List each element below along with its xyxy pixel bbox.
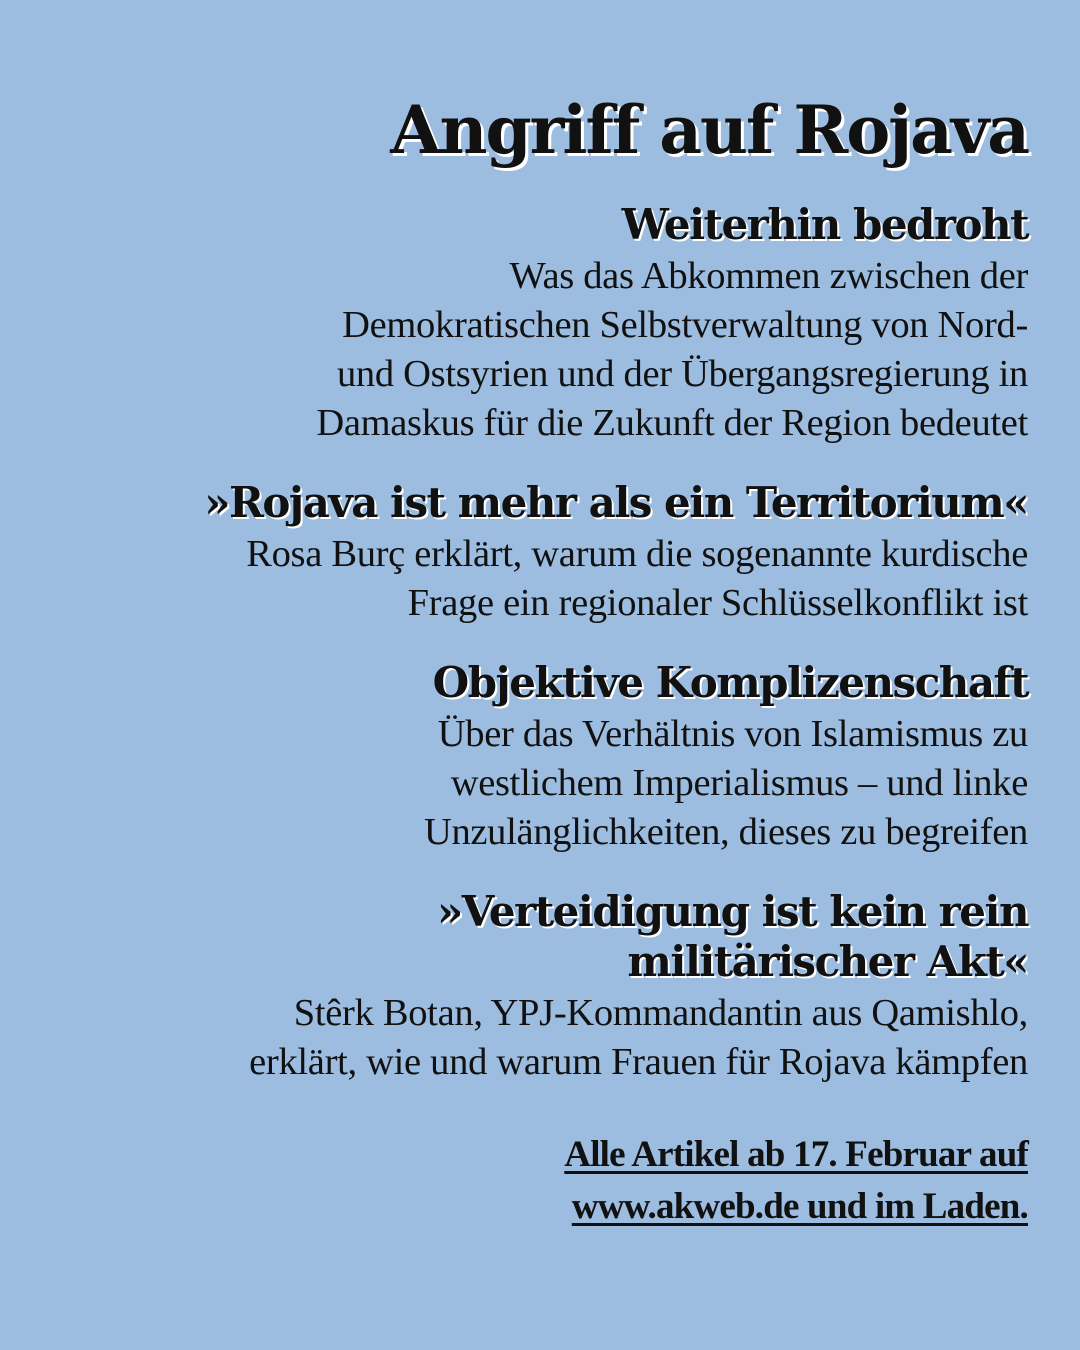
- page-title: Angriff auf Rojava: [390, 91, 1028, 169]
- article-description-line: Über das Verhältnis von Islamismus zu: [437, 713, 1028, 755]
- article-description-line: Demokratischen Selbstverwaltung von Nord-: [342, 304, 1028, 346]
- article-4: [40, 887, 1028, 1087]
- article-title: [40, 658, 1028, 708]
- article-title-line: militärischer Akt«: [627, 937, 1028, 986]
- footer-link[interactable]: [40, 1129, 1028, 1233]
- article-title-line: »Verteidigung ist kein rein: [436, 887, 1028, 936]
- article-description-line: Frage ein regionaler Schlüsselkonflikt ist: [407, 582, 1028, 624]
- article-title-line: »Rojava ist mehr als ein Territorium«: [204, 478, 1028, 527]
- article-title-line: Weiterhin bedroht: [621, 200, 1028, 249]
- article-3: [40, 658, 1028, 857]
- article-description-line: westlichem Imperialismus – und linke: [450, 762, 1028, 804]
- article-description-line: Was das Abkommen zwischen der: [509, 255, 1028, 297]
- article-1: [40, 200, 1028, 448]
- article-2: [40, 478, 1028, 628]
- article-title: [40, 478, 1028, 528]
- article-description-line: Unzulänglichkeiten, dieses zu begreifen: [423, 811, 1028, 853]
- article-description: [40, 252, 1028, 448]
- article-title: [40, 887, 1028, 987]
- article-description-line: Rosa Burç erklärt, warum die sogenannte kurdische: [246, 533, 1028, 575]
- footer-url-line[interactable]: www.akweb.de und im Laden.: [571, 1186, 1028, 1227]
- article-title: [40, 200, 1028, 250]
- article-description-line: Stêrk Botan, YPJ-Kommandantin aus Qamishlo,: [293, 992, 1028, 1034]
- article-description-line: erklärt, wie und warum Frauen für Rojava kämpfen: [249, 1041, 1028, 1083]
- footer-line[interactable]: Alle Artikel ab 17. Februar auf: [564, 1134, 1028, 1175]
- article-description-line: Damaskus für die Zukunft der Region bedeutet: [316, 402, 1028, 444]
- article-description: [40, 989, 1028, 1087]
- article-title-line: Objektive Komplizenschaft: [432, 658, 1028, 707]
- article-description: [40, 710, 1028, 857]
- article-description-line: und Ostsyrien und der Übergangsregierung in: [336, 353, 1028, 395]
- article-description: [40, 530, 1028, 628]
